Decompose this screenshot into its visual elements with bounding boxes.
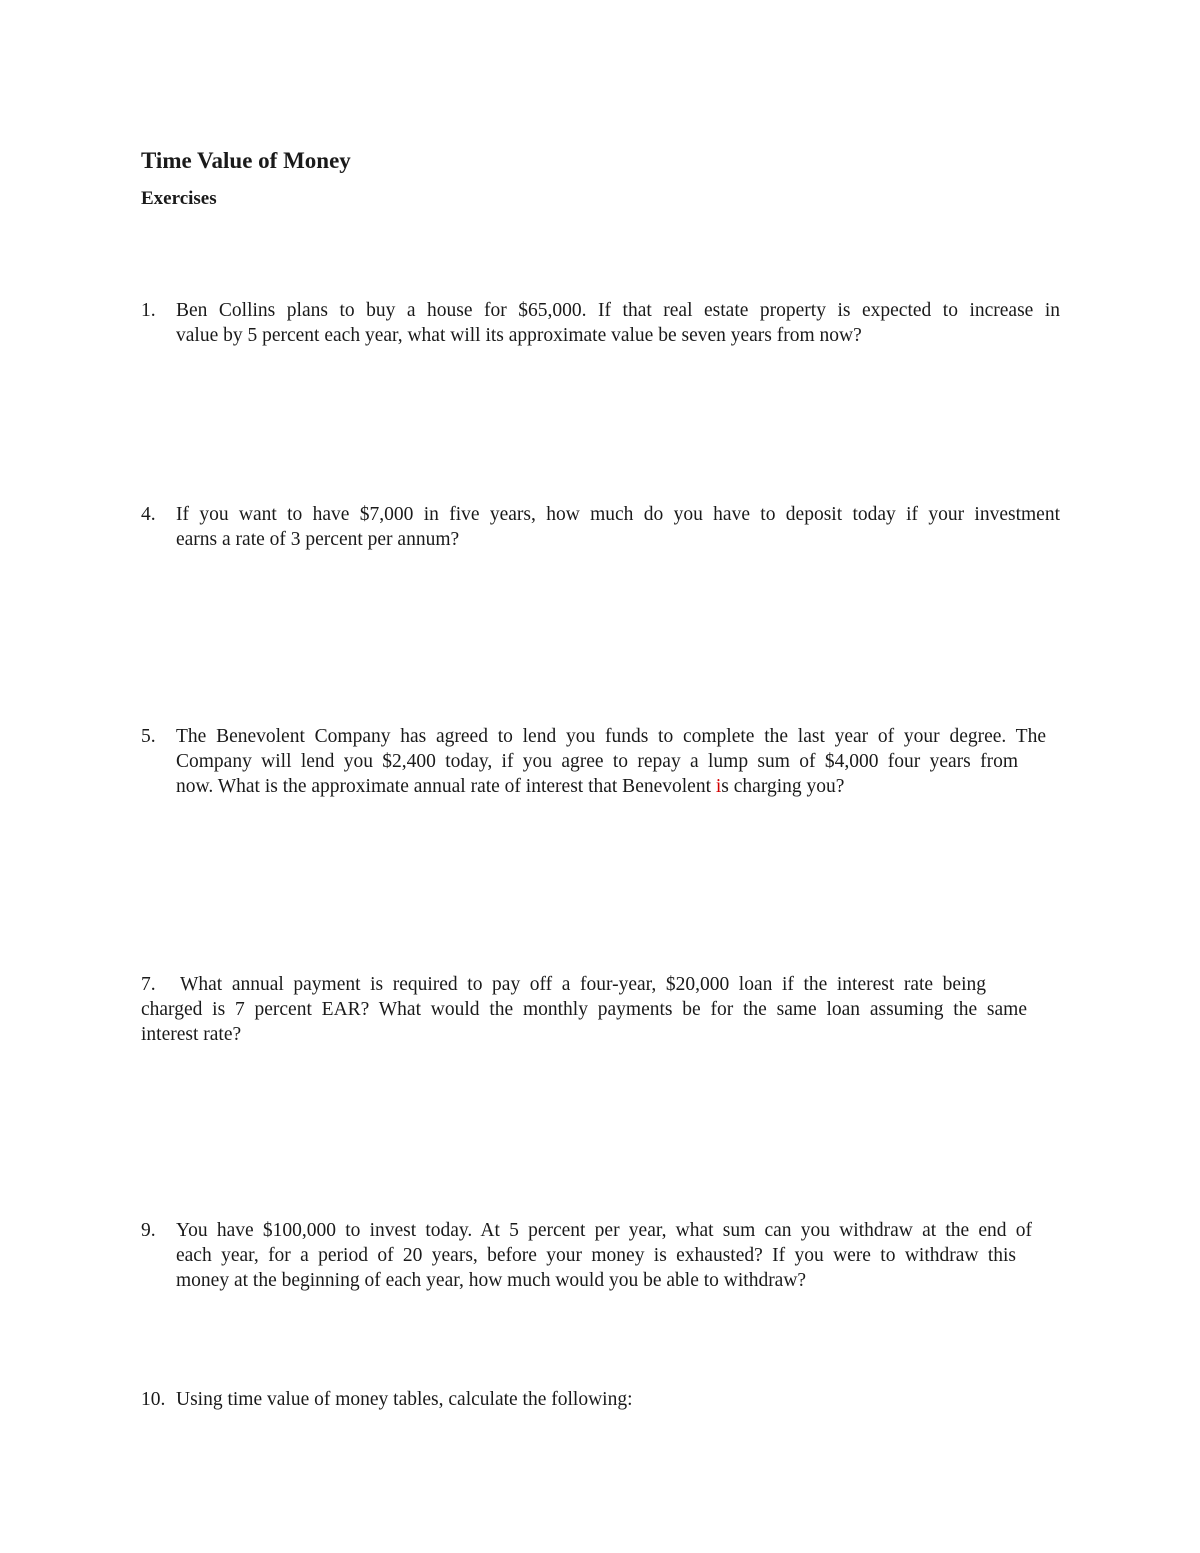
question-line: money at the beginning of each year, how much would you be able to withdraw? [176,1270,807,1291]
question-line: What annual payment is required to pay off a four-year, $20,000 loan if the interest rate being [180,974,986,995]
question-number: 10. [141,1389,166,1410]
highlighted-letter: i [715,776,722,797]
question-line: charged is 7 percent EAR? What would the monthly payments be for the same loan assuming the same [141,999,1027,1020]
document-title: Time Value of Money [141,148,351,173]
question-line: each year, for a period of 20 years, before your money is exhausted? If you were to withdraw this [176,1245,1016,1266]
question-line: You have $100,000 to invest today. At 5 percent per year, what sum can you withdraw at the end of [176,1220,1032,1241]
question-line: Using time value of money tables, calculate the following: [176,1389,633,1410]
question-line-part: now. What is the approximate annual rate of interest that Benevolent [176,776,716,797]
question-line: The Benevolent Company has agreed to lend you funds to complete the last year of your degree. The [176,726,1046,747]
question-line-part: s charging you? [721,776,845,797]
question-number: 7. [141,974,156,995]
question-line: earns a rate of 3 percent per annum? [176,529,460,550]
question-line: Company will lend you $2,400 today, if you agree to repay a lump sum of $4,000 four years from [176,751,1018,772]
document-subtitle: Exercises [141,188,217,209]
question-number: 5. [141,726,156,747]
question-line: If you want to have $7,000 in five years, how much do you have to deposit today if your investment [176,504,1060,525]
question-number: 1. [141,300,156,321]
question-line: value by 5 percent each year, what will its approximate value be seven years from now? [176,325,862,346]
question-line: Ben Collins plans to buy a house for $65,000. If that real estate property is expected to increase in [176,300,1060,321]
question-line: interest rate? [141,1024,242,1045]
question-number: 9. [141,1220,156,1241]
question-number: 4. [141,504,156,525]
question-line [176,774,1060,799]
